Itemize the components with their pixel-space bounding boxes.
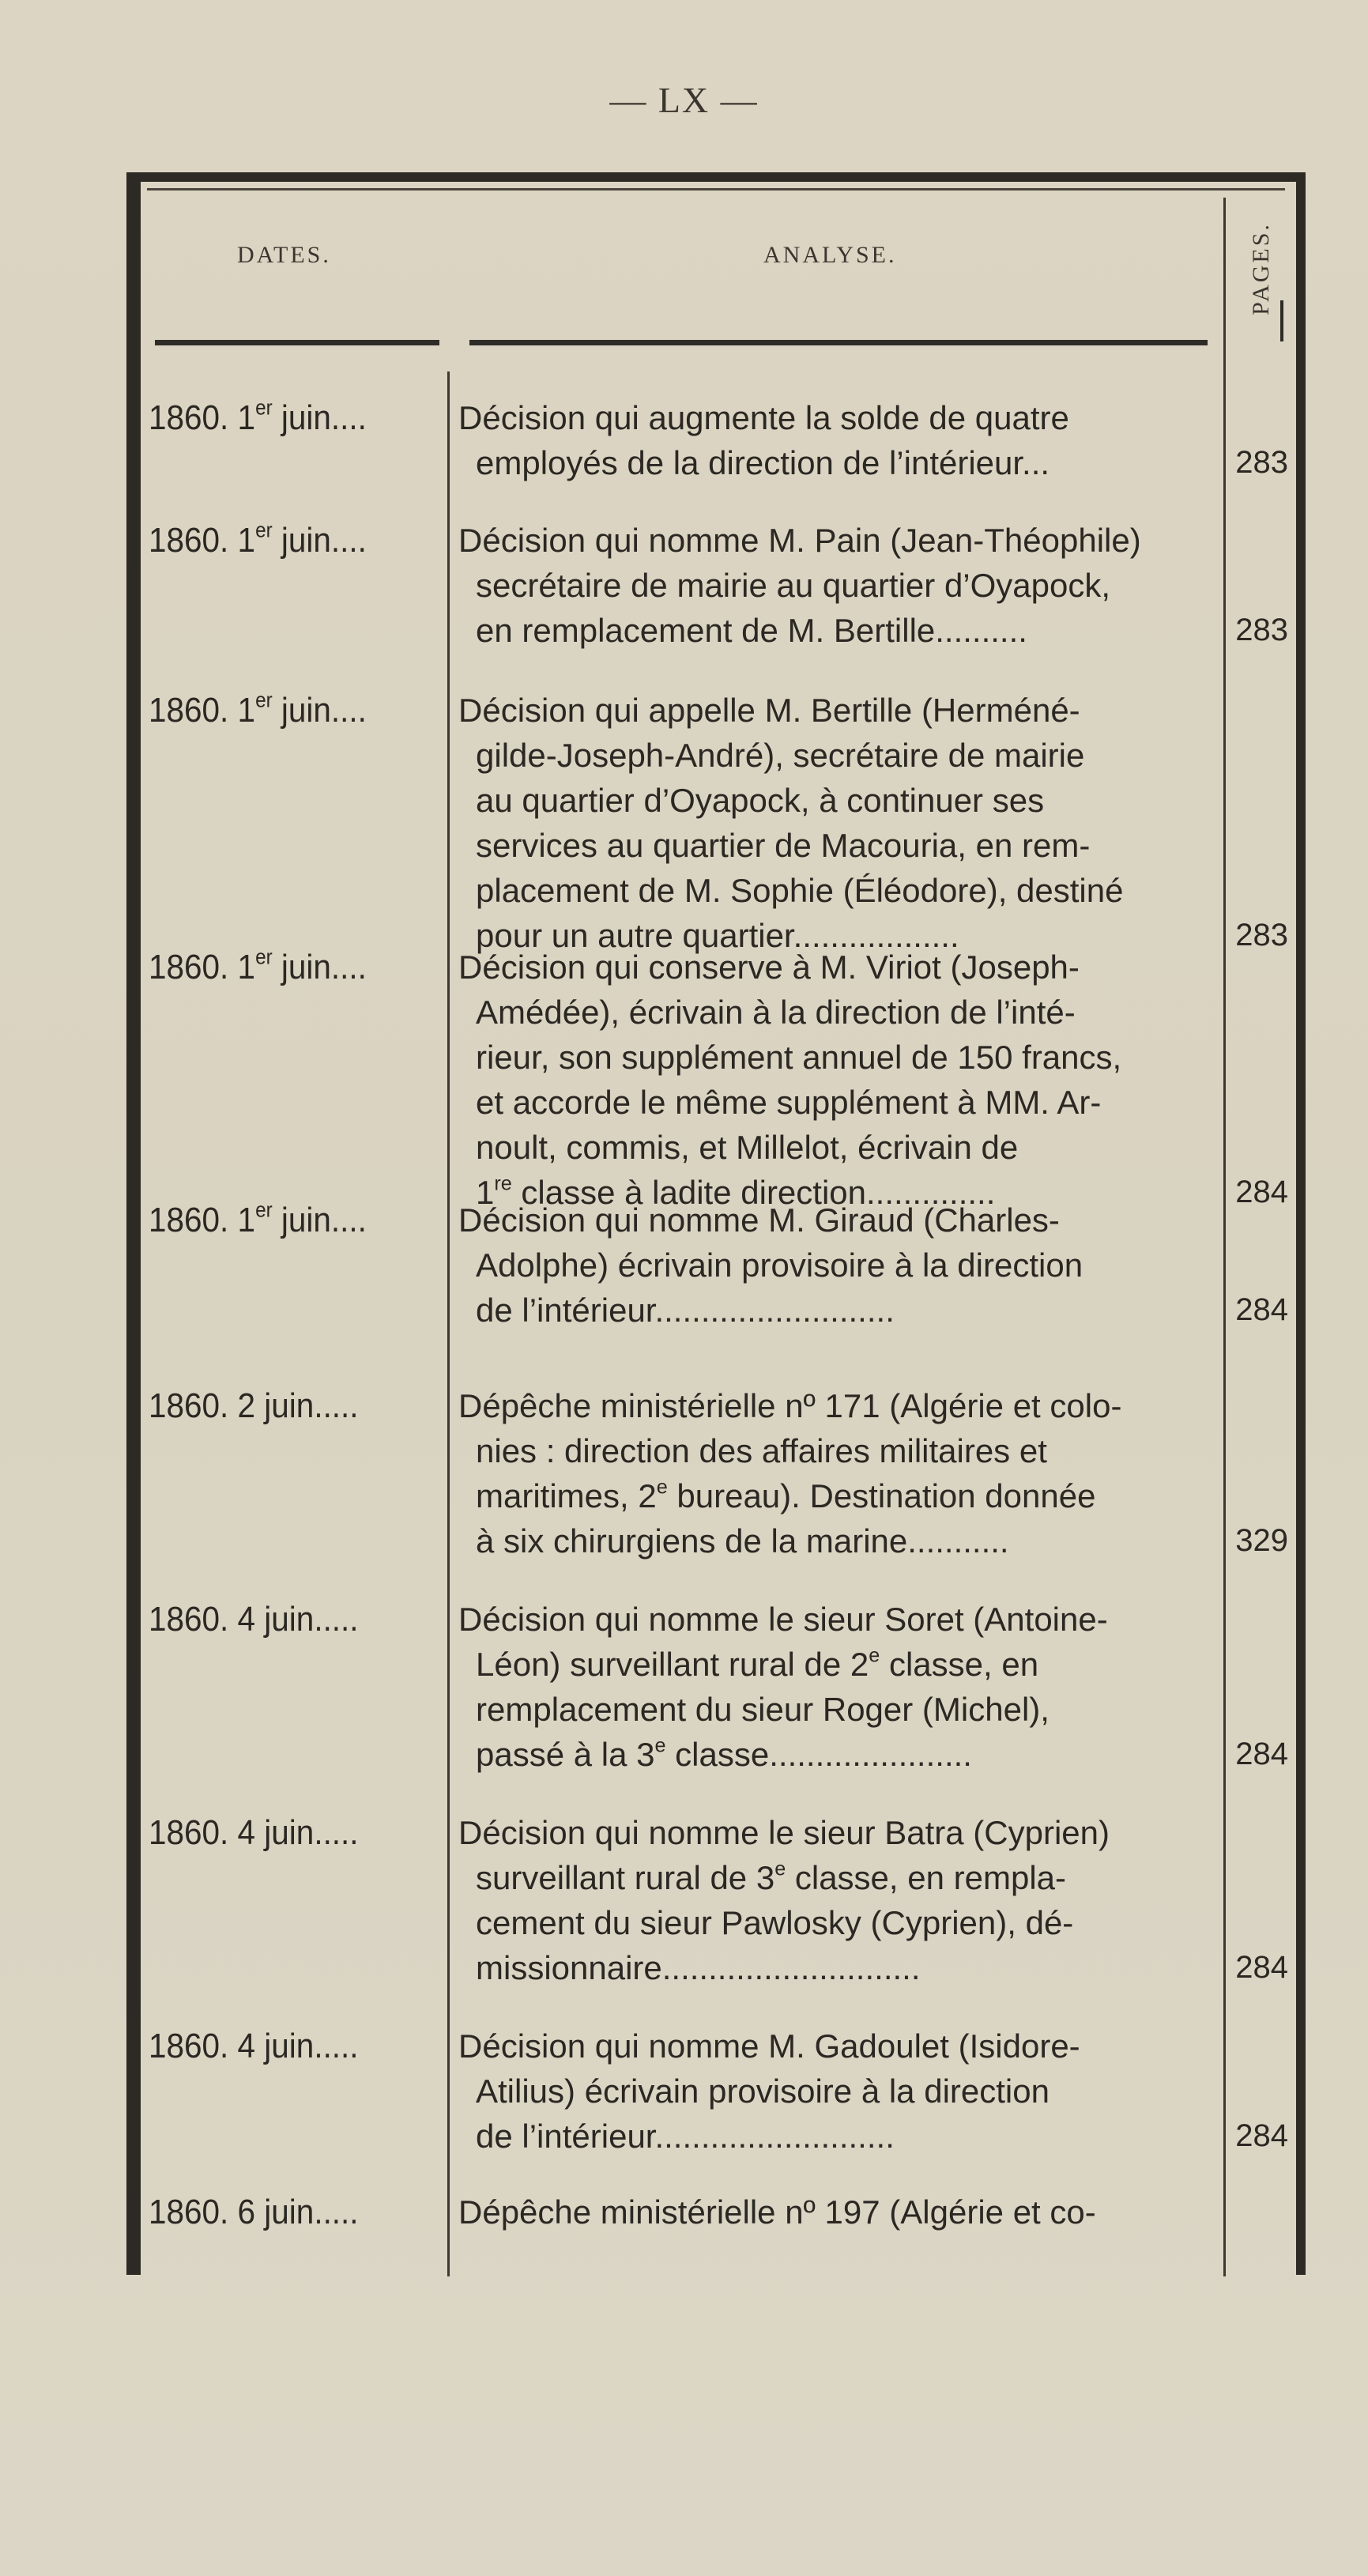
analysis-line: surveillant rural de 3e classe, en rempla- [476,1858,1067,1896]
entry-analysis [458,688,1217,958]
analysis-line: de l’intérieur.......................... [476,2118,895,2155]
entry-date: 1860. 1er juin.... [149,395,367,437]
column-divider-dates [447,372,450,2276]
entry-analysis [458,1197,1217,1333]
analysis-line: 1re classe à ladite direction.............. [476,1172,996,1211]
analysis-line: Décision qui nomme M. Gadoulet (Isidore- [458,2027,1080,2065]
analysis-line: Atilius) écrivain provisoire à la direction [476,2072,1050,2110]
entry-date: 1860. 4 juin..... [149,1813,359,1852]
entry-analysis [458,518,1217,653]
analysis-line: Décision qui augmente la solde de quatre [458,399,1069,436]
entry-analysis [458,1383,1217,1563]
analysis-line: Décision qui nomme M. Pain (Jean-Théophile) [458,522,1141,559]
table-inner-rule [147,188,1285,190]
analysis-line: secrétaire de mairie au quartier d’Oyapock, [476,567,1111,604]
analysis-line: Décision qui nomme le sieur Soret (Antoine- [458,1601,1108,1638]
analysis-line: Adolphe) écrivain provisoire à la direction [476,1247,1083,1284]
entry-date: 1860. 1er juin.... [149,518,367,560]
page-folio: — LX — [609,80,759,120]
analysis-line: gilde-Joseph-André), secrétaire de mairie [476,737,1085,774]
entry-page-ref: 284 [1235,1950,1288,1985]
header-rule-dates [155,340,439,345]
table-frame-top [126,172,1302,182]
analysis-line: placement de M. Sophie (Éléodore), destiné [476,872,1124,909]
header-rule-analyse [469,340,1208,345]
header-analyse: ANALYSE. [763,242,897,268]
entry-analysis [458,2189,1217,2235]
analysis-line: et accorde le même supplément à MM. Ar- [476,1084,1102,1121]
analysis-line: services au quartier de Macouria, en rem- [476,827,1091,864]
analysis-line: Décision qui nomme le sieur Batra (Cyprien) [458,1814,1110,1851]
entry-date: 1860. 1er juin.... [149,945,367,986]
analysis-line: Dépêche ministérielle nº 171 (Algérie et colo- [458,1387,1122,1424]
entry-date: 1860. 4 juin..... [149,1600,359,1639]
entry-date: 1860. 6 juin..... [149,2193,359,2231]
header-pages-rule [1280,300,1283,341]
entry-page-ref: 283 [1235,445,1288,480]
analysis-line: Décision qui appelle M. Bertille (Herméné- [458,692,1080,729]
entry-page-ref: 284 [1235,2118,1288,2153]
analysis-line: remplacement du sieur Roger (Michel), [476,1691,1050,1728]
entry-date: 1860. 2 juin..... [149,1386,359,1425]
analysis-line: en remplacement de M. Bertille.......... [476,612,1027,649]
entry-page-ref: 283 [1235,613,1288,647]
analysis-line: pour un autre quartier.................. [476,917,959,954]
header-pages-label: PAGES. [1248,222,1274,315]
entry-analysis [458,945,1217,1215]
table-frame-right [1296,172,1306,2275]
entry-page-ref: 329 [1235,1523,1288,1558]
entry-page-ref: 284 [1235,1737,1288,1771]
header-pages [1238,198,1285,340]
entry-analysis [458,2023,1217,2159]
column-divider-pages [1223,198,1226,2276]
entry-date: 1860. 4 juin..... [149,2027,359,2065]
entry-date: 1860. 1er juin.... [149,1197,367,1239]
analysis-line: Décision qui nomme M. Giraud (Charles- [458,1201,1060,1239]
table-frame-left [126,172,141,2275]
entry-analysis [458,395,1217,485]
entry-analysis [458,1810,1217,1990]
analysis-line: Dépêche ministérielle nº 197 (Algérie et co- [458,2193,1096,2231]
analysis-line: Léon) surveillant rural de 2e classe, en [476,1644,1039,1683]
analysis-line: rieur, son supplément annuel de 150 francs, [476,1039,1122,1076]
header-dates: DATES. [237,242,331,268]
analysis-line: missionnaire............................ [476,1949,921,1986]
analysis-line: nies : direction des affaires militaires et [476,1432,1047,1469]
analysis-line: passé à la 3e classe...................... [476,1734,972,1773]
analysis-line: employés de la direction de l’intérieur... [476,444,1050,481]
entry-page-ref: 284 [1235,1292,1288,1327]
analysis-line: de l’intérieur.......................... [476,1292,895,1329]
analysis-line: à six chirurgiens de la marine........... [476,1522,1009,1560]
analysis-line: Amédée), écrivain à la direction de l’inté- [476,994,1076,1031]
entry-analysis [458,1597,1217,1777]
entry-page-ref: 283 [1235,918,1288,952]
entry-page-ref: 284 [1235,1175,1288,1209]
analysis-line: Décision qui conserve à M. Viriot (Joseph- [458,949,1080,986]
analysis-line: cement du sieur Pawlosky (Cyprien), dé- [476,1904,1074,1941]
analysis-line: maritimes, 2e bureau). Destination donnée [476,1476,1096,1514]
analysis-line: au quartier d’Oyapock, à continuer ses [476,782,1045,819]
entry-date: 1860. 1er juin.... [149,688,367,730]
analysis-line: noult, commis, et Millelot, écrivain de [476,1129,1019,1166]
